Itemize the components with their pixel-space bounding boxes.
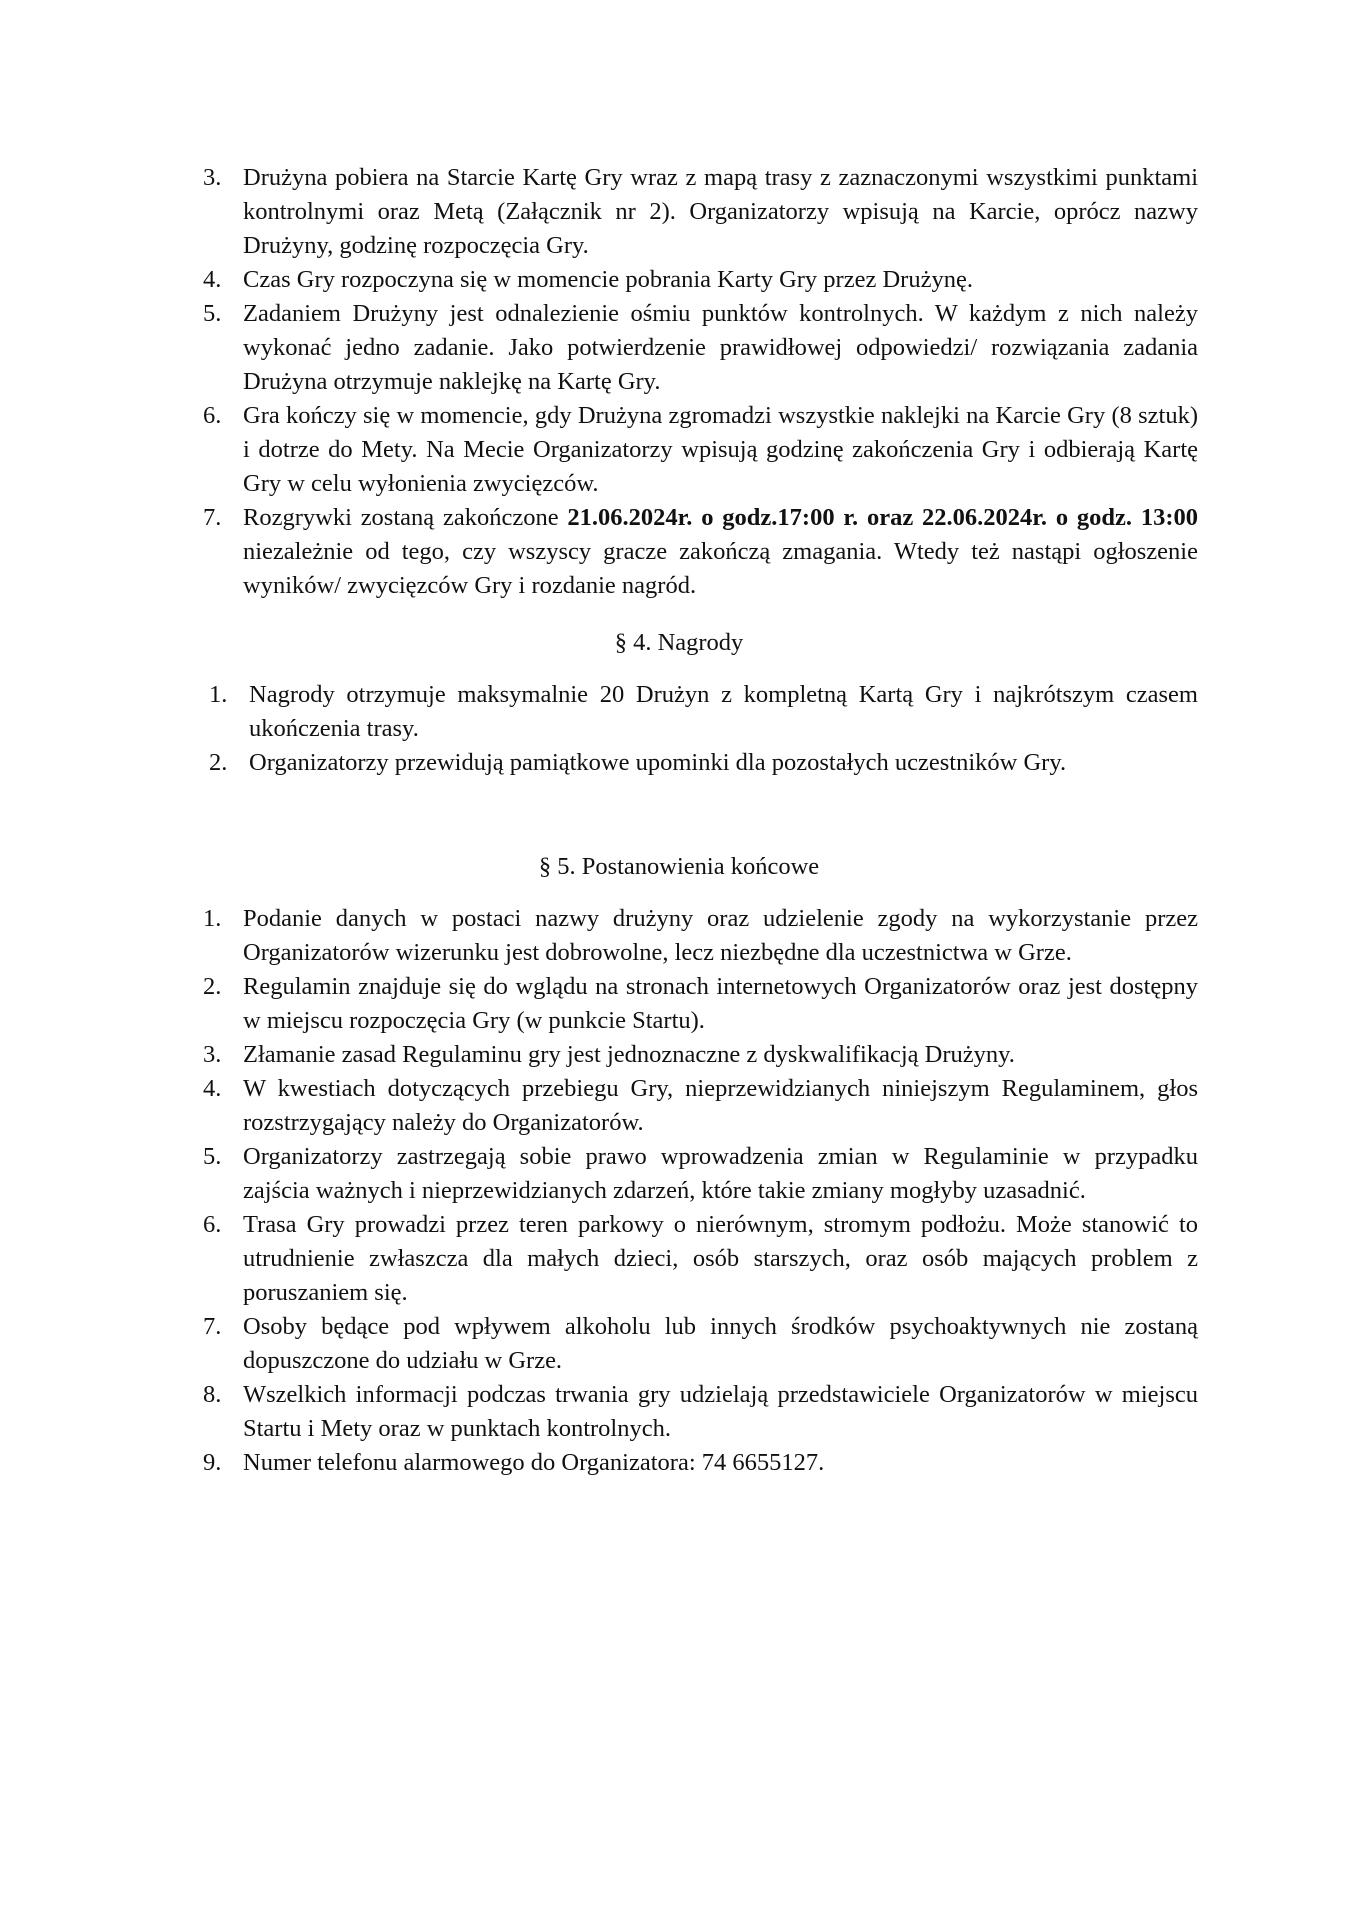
list-item: [203, 161, 1198, 263]
item-number: 9.: [203, 1449, 222, 1476]
item-text: Organizatorzy przewidują pamiątkowe upominki dla pozostałych uczestników Gry.: [249, 749, 1067, 776]
item-number: 1.: [209, 681, 228, 708]
item-text: Rozgrywki zostaną zakończone: [243, 504, 568, 531]
list-item: [203, 1378, 1198, 1446]
item-number: 5.: [203, 300, 222, 327]
list-item: [203, 1446, 1198, 1480]
item-text: Zadaniem Drużyny jest odnalezienie ośmiu punktów kontrolnych. W każdym z nich należy wykonać jedno zadanie. Jako potwierdzenie prawidłowej odpowiedzi/ rozwiązania zadania Drużyna otrzymuje naklejkę na Kartę Gry.: [243, 300, 1198, 395]
item-text: Organizatorzy zastrzegają sobie prawo wprowadzenia zmian w Regulaminie w przypadku zajścia ważnych i nieprzewidzianych zdarzeń, które takie zmiany mogłyby uzasadnić.: [243, 1143, 1198, 1204]
list-item: [203, 902, 1198, 970]
item-number: 6.: [203, 402, 222, 429]
item-text: Trasa Gry prowadzi przez teren parkowy o nierównym, stromym podłożu. Może stanowić to utrudnienie zwłaszcza dla małych dzieci, osób starszych, oraz osób mających problem z poruszaniem się.: [243, 1211, 1198, 1306]
list-item: [203, 263, 1198, 297]
item-text: niezależnie od tego, czy wszyscy gracze zakończą zmagania. Wtedy też nastąpi ogłoszenie wyników/ zwycięzców Gry i rozdanie nagród.: [243, 538, 1198, 599]
item-number: 8.: [203, 1381, 222, 1408]
item-text: Gra kończy się w momencie, gdy Drużyna zgromadzi wszystkie naklejki na Karcie Gry (8 sztuk) i dotrze do Mety. Na Mecie Organizatorzy wpisują godzinę zakończenia Gry i odbierają Kartę Gry w celu wyłonienia zwycięzców.: [243, 402, 1198, 497]
item-number: 3.: [203, 1041, 222, 1068]
item-text: Osoby będące pod wpływem alkoholu lub innych środków psychoaktywnych nie zostaną dopuszczone do udziału w Grze.: [243, 1313, 1198, 1374]
item-number: 2.: [203, 973, 222, 1000]
list-item: [209, 678, 1198, 746]
item-text: Numer telefonu alarmowego do Organizatora: 74 6655127.: [243, 1449, 825, 1476]
list-item: [203, 970, 1198, 1038]
item-dates: 21.06.2024r. o godz.17:00 r. oraz 22.06.2024r. o godz. 13:00: [567, 504, 1198, 531]
list-item: [203, 399, 1198, 501]
item-text: Podanie danych w postaci nazwy drużyny oraz udzielenie zgody na wykorzystanie przez Organizatorów wizerunku jest dobrowolne, lecz niezbędne dla uczestnictwa w Grze.: [243, 905, 1198, 966]
section5-heading: § 5. Postanowienia końcowe: [538, 853, 820, 880]
section5-list: [203, 902, 1198, 1480]
list-item: [203, 1072, 1198, 1140]
item-number: 4.: [203, 266, 222, 293]
section4-list: [209, 678, 1198, 780]
item-number: 3.: [203, 164, 222, 191]
list-item: [203, 1208, 1198, 1310]
item-text: W kwestiach dotyczących przebiegu Gry, nieprzewidzianych niniejszym Regulaminem, głos rozstrzygający należy do Organizatorów.: [243, 1075, 1198, 1136]
section4-heading: § 4. Nagrody: [614, 629, 744, 656]
list-item: [203, 297, 1198, 399]
item-number: 7.: [203, 1313, 222, 1340]
section3-list: [203, 161, 1198, 603]
list-item: [203, 1038, 1198, 1072]
list-item: [203, 1310, 1198, 1378]
item-text: Czas Gry rozpoczyna się w momencie pobrania Karty Gry przez Drużynę.: [243, 266, 973, 293]
item-number: 6.: [203, 1211, 222, 1238]
item-text: Złamanie zasad Regulaminu gry jest jednoznaczne z dyskwalifikacją Drużyny.: [243, 1041, 1015, 1068]
item-text: Drużyna pobiera na Starcie Kartę Gry wraz z mapą trasy z zaznaczonymi wszystkimi punktami kontrolnymi oraz Metą (Załącznik nr 2). Organizatorzy wpisują na Karcie, oprócz nazwy Drużyny, godzinę rozpoczęcia Gry.: [243, 164, 1198, 259]
item-number: 2.: [209, 749, 228, 776]
list-item: [209, 746, 1198, 780]
list-item: [203, 501, 1198, 603]
item-number: 1.: [203, 905, 222, 932]
item-text: Regulamin znajduje się do wglądu na stronach internetowych Organizatorów oraz jest dostępny w miejscu rozpoczęcia Gry (w punkcie Startu).: [243, 973, 1198, 1034]
item-number: 7.: [203, 504, 222, 531]
list-item: [203, 1140, 1198, 1208]
item-text: Nagrody otrzymuje maksymalnie 20 Drużyn z kompletną Kartą Gry i najkrótszym czasem ukończenia trasy.: [249, 681, 1198, 742]
item-number: 5.: [203, 1143, 222, 1170]
item-number: 4.: [203, 1075, 222, 1102]
item-text: Wszelkich informacji podczas trwania gry udzielają przedstawiciele Organizatorów w miejscu Startu i Mety oraz w punktach kontrolnych.: [243, 1381, 1198, 1442]
